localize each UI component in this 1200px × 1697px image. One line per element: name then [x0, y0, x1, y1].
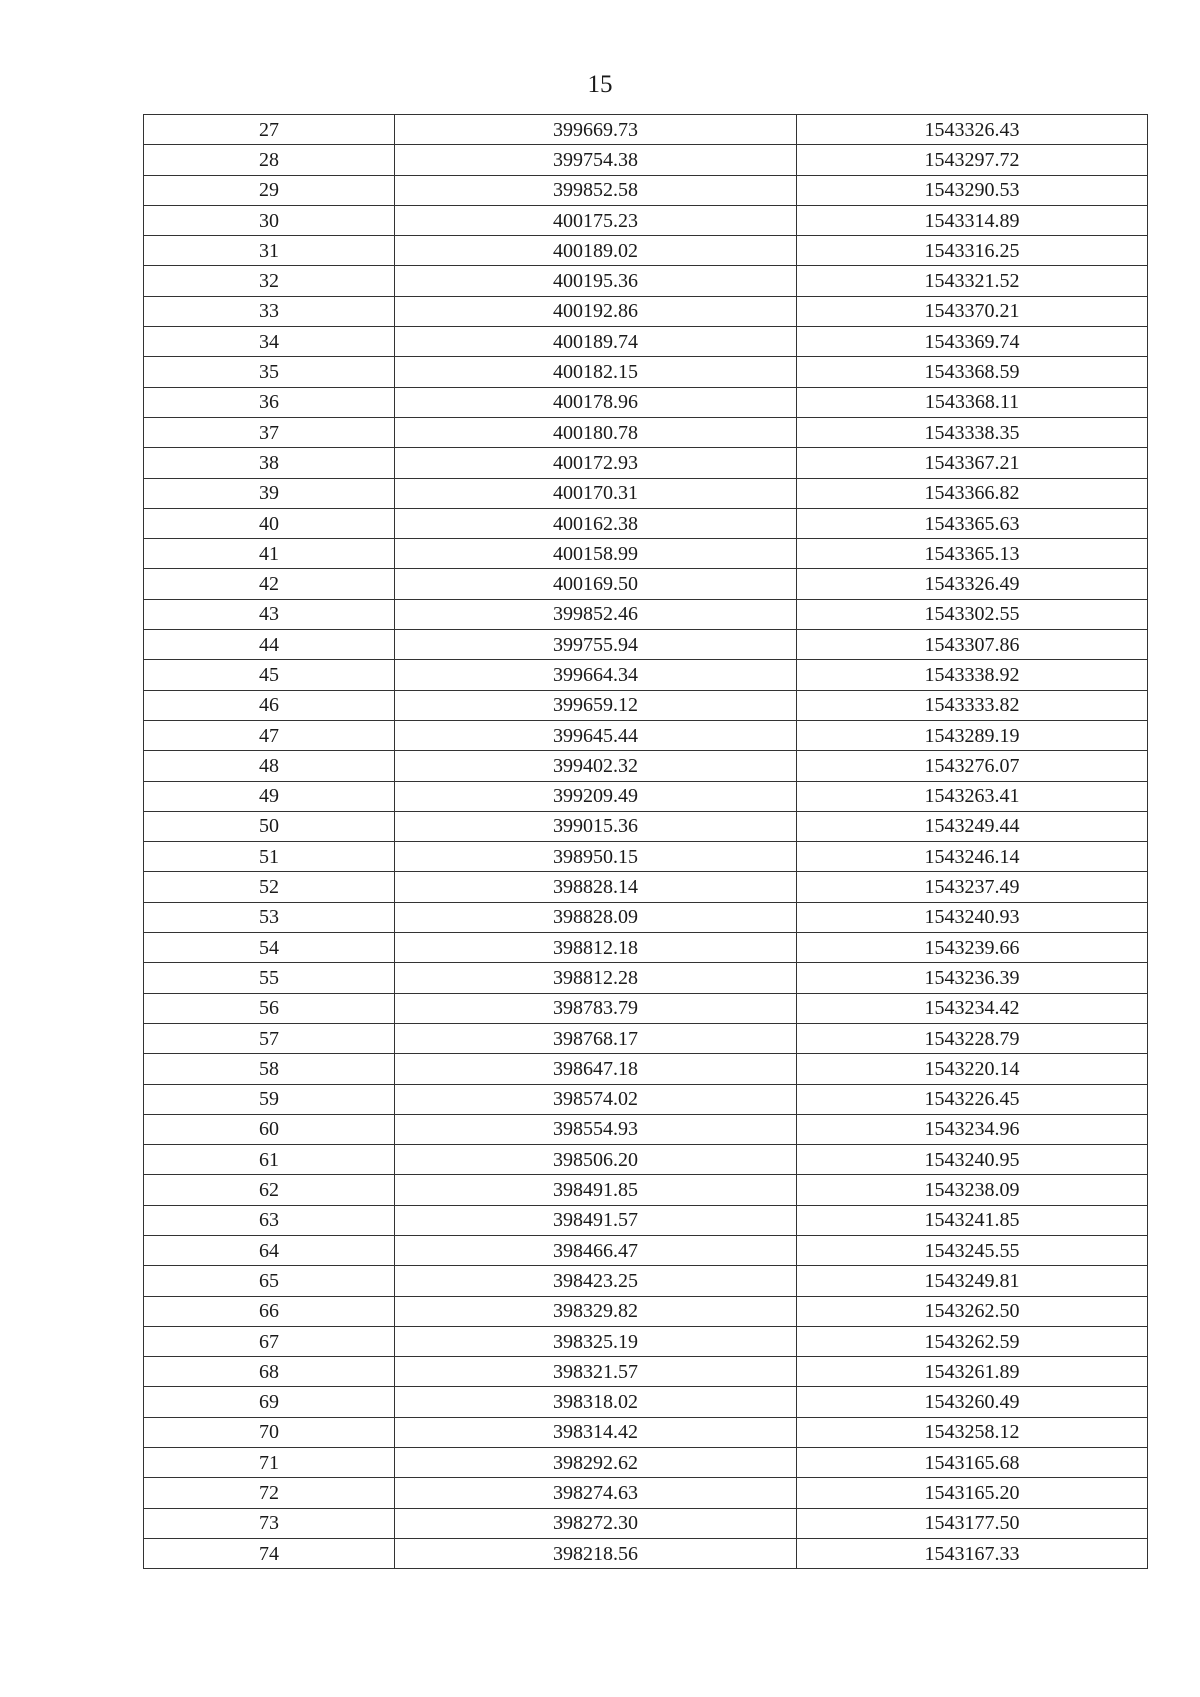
table-row	[144, 1478, 1148, 1508]
x-coordinate-cell: 400162.38	[395, 508, 797, 538]
x-coordinate-cell: 399852.46	[395, 599, 797, 629]
x-coordinate-cell: 398321.57	[395, 1357, 797, 1387]
point-number-cell: 62	[144, 1175, 395, 1205]
y-coordinate-cell: 1543262.59	[797, 1326, 1148, 1356]
table-row	[144, 1235, 1148, 1265]
table-row	[144, 478, 1148, 508]
point-number-cell: 58	[144, 1054, 395, 1084]
table-row	[144, 1508, 1148, 1538]
y-coordinate-cell: 1543263.41	[797, 781, 1148, 811]
y-coordinate-cell: 1543240.93	[797, 902, 1148, 932]
table-row	[144, 175, 1148, 205]
x-coordinate-cell: 400158.99	[395, 539, 797, 569]
y-coordinate-cell: 1543369.74	[797, 327, 1148, 357]
x-coordinate-cell: 398314.42	[395, 1417, 797, 1447]
y-coordinate-cell: 1543241.85	[797, 1205, 1148, 1235]
table-row	[144, 1326, 1148, 1356]
x-coordinate-cell: 398423.25	[395, 1266, 797, 1296]
table-row	[144, 417, 1148, 447]
x-coordinate-cell: 398812.28	[395, 963, 797, 993]
table-row	[144, 751, 1148, 781]
table-row	[144, 1175, 1148, 1205]
x-coordinate-cell: 398828.14	[395, 872, 797, 902]
y-coordinate-cell: 1543314.89	[797, 205, 1148, 235]
y-coordinate-cell: 1543258.12	[797, 1417, 1148, 1447]
y-coordinate-cell: 1543326.43	[797, 115, 1148, 145]
point-number-cell: 45	[144, 660, 395, 690]
table-row	[144, 1357, 1148, 1387]
x-coordinate-cell: 399669.73	[395, 115, 797, 145]
table-row	[144, 781, 1148, 811]
table-row	[144, 1023, 1148, 1053]
y-coordinate-cell: 1543245.55	[797, 1235, 1148, 1265]
y-coordinate-cell: 1543220.14	[797, 1054, 1148, 1084]
x-coordinate-cell: 400195.36	[395, 266, 797, 296]
point-number-cell: 34	[144, 327, 395, 357]
y-coordinate-cell: 1543338.35	[797, 417, 1148, 447]
point-number-cell: 66	[144, 1296, 395, 1326]
y-coordinate-cell: 1543370.21	[797, 296, 1148, 326]
table-row	[144, 569, 1148, 599]
point-number-cell: 57	[144, 1023, 395, 1053]
table-row	[144, 1084, 1148, 1114]
y-coordinate-cell: 1543302.55	[797, 599, 1148, 629]
point-number-cell: 37	[144, 417, 395, 447]
point-number-cell: 74	[144, 1538, 395, 1568]
y-coordinate-cell: 1543365.63	[797, 508, 1148, 538]
y-coordinate-cell: 1543234.96	[797, 1114, 1148, 1144]
point-number-cell: 49	[144, 781, 395, 811]
table-row	[144, 1296, 1148, 1326]
point-number-cell: 48	[144, 751, 395, 781]
table-row	[144, 1387, 1148, 1417]
point-number-cell: 29	[144, 175, 395, 205]
point-number-cell: 44	[144, 630, 395, 660]
x-coordinate-cell: 398574.02	[395, 1084, 797, 1114]
y-coordinate-cell: 1543236.39	[797, 963, 1148, 993]
table-row	[144, 236, 1148, 266]
y-coordinate-cell: 1543289.19	[797, 720, 1148, 750]
table-row	[144, 539, 1148, 569]
table-row	[144, 690, 1148, 720]
table-row	[144, 993, 1148, 1023]
table-row	[144, 1538, 1148, 1568]
table-row	[144, 842, 1148, 872]
y-coordinate-cell: 1543239.66	[797, 933, 1148, 963]
table-row	[144, 448, 1148, 478]
point-number-cell: 61	[144, 1145, 395, 1175]
y-coordinate-cell: 1543228.79	[797, 1023, 1148, 1053]
x-coordinate-cell: 398491.85	[395, 1175, 797, 1205]
y-coordinate-cell: 1543165.20	[797, 1478, 1148, 1508]
y-coordinate-cell: 1543240.95	[797, 1145, 1148, 1175]
point-number-cell: 43	[144, 599, 395, 629]
table-row	[144, 387, 1148, 417]
point-number-cell: 39	[144, 478, 395, 508]
point-number-cell: 32	[144, 266, 395, 296]
coordinate-table	[143, 114, 1148, 1569]
x-coordinate-cell: 399755.94	[395, 630, 797, 660]
x-coordinate-cell: 398292.62	[395, 1448, 797, 1478]
x-coordinate-cell: 398329.82	[395, 1296, 797, 1326]
point-number-cell: 70	[144, 1417, 395, 1447]
y-coordinate-cell: 1543262.50	[797, 1296, 1148, 1326]
x-coordinate-cell: 400192.86	[395, 296, 797, 326]
x-coordinate-cell: 399659.12	[395, 690, 797, 720]
x-coordinate-cell: 400189.02	[395, 236, 797, 266]
y-coordinate-cell: 1543249.81	[797, 1266, 1148, 1296]
point-number-cell: 52	[144, 872, 395, 902]
x-coordinate-cell: 399754.38	[395, 145, 797, 175]
y-coordinate-cell: 1543307.86	[797, 630, 1148, 660]
y-coordinate-cell: 1543326.49	[797, 569, 1148, 599]
y-coordinate-cell: 1543321.52	[797, 266, 1148, 296]
x-coordinate-cell: 398950.15	[395, 842, 797, 872]
point-number-cell: 50	[144, 811, 395, 841]
point-number-cell: 67	[144, 1326, 395, 1356]
table-row	[144, 1266, 1148, 1296]
y-coordinate-cell: 1543246.14	[797, 842, 1148, 872]
x-coordinate-cell: 399402.32	[395, 751, 797, 781]
y-coordinate-cell: 1543237.49	[797, 872, 1148, 902]
table-row	[144, 660, 1148, 690]
point-number-cell: 54	[144, 933, 395, 963]
point-number-cell: 27	[144, 115, 395, 145]
y-coordinate-cell: 1543367.21	[797, 448, 1148, 478]
y-coordinate-cell: 1543238.09	[797, 1175, 1148, 1205]
point-number-cell: 36	[144, 387, 395, 417]
point-number-cell: 31	[144, 236, 395, 266]
y-coordinate-cell: 1543365.13	[797, 539, 1148, 569]
x-coordinate-cell: 399209.49	[395, 781, 797, 811]
y-coordinate-cell: 1543226.45	[797, 1084, 1148, 1114]
table-row	[144, 266, 1148, 296]
table-row	[144, 1448, 1148, 1478]
point-number-cell: 59	[144, 1084, 395, 1114]
x-coordinate-cell: 399852.58	[395, 175, 797, 205]
y-coordinate-cell: 1543249.44	[797, 811, 1148, 841]
point-number-cell: 72	[144, 1478, 395, 1508]
coordinate-table-body	[144, 115, 1148, 1569]
x-coordinate-cell: 398272.30	[395, 1508, 797, 1538]
y-coordinate-cell: 1543368.59	[797, 357, 1148, 387]
x-coordinate-cell: 400189.74	[395, 327, 797, 357]
point-number-cell: 40	[144, 508, 395, 538]
y-coordinate-cell: 1543276.07	[797, 751, 1148, 781]
point-number-cell: 71	[144, 1448, 395, 1478]
x-coordinate-cell: 398828.09	[395, 902, 797, 932]
point-number-cell: 38	[144, 448, 395, 478]
table-row	[144, 963, 1148, 993]
y-coordinate-cell: 1543338.92	[797, 660, 1148, 690]
table-row	[144, 508, 1148, 538]
x-coordinate-cell: 398325.19	[395, 1326, 797, 1356]
point-number-cell: 64	[144, 1235, 395, 1265]
table-row	[144, 720, 1148, 750]
x-coordinate-cell: 399015.36	[395, 811, 797, 841]
x-coordinate-cell: 400175.23	[395, 205, 797, 235]
y-coordinate-cell: 1543260.49	[797, 1387, 1148, 1417]
table-row	[144, 599, 1148, 629]
point-number-cell: 41	[144, 539, 395, 569]
point-number-cell: 69	[144, 1387, 395, 1417]
point-number-cell: 53	[144, 902, 395, 932]
table-row	[144, 1205, 1148, 1235]
x-coordinate-cell: 398783.79	[395, 993, 797, 1023]
x-coordinate-cell: 398647.18	[395, 1054, 797, 1084]
x-coordinate-cell: 398318.02	[395, 1387, 797, 1417]
point-number-cell: 73	[144, 1508, 395, 1538]
x-coordinate-cell: 399645.44	[395, 720, 797, 750]
table-row	[144, 205, 1148, 235]
point-number-cell: 60	[144, 1114, 395, 1144]
point-number-cell: 35	[144, 357, 395, 387]
table-row	[144, 902, 1148, 932]
x-coordinate-cell: 400180.78	[395, 417, 797, 447]
point-number-cell: 33	[144, 296, 395, 326]
y-coordinate-cell: 1543261.89	[797, 1357, 1148, 1387]
table-row	[144, 1054, 1148, 1084]
y-coordinate-cell: 1543366.82	[797, 478, 1148, 508]
x-coordinate-cell: 398506.20	[395, 1145, 797, 1175]
x-coordinate-cell: 398768.17	[395, 1023, 797, 1053]
x-coordinate-cell: 398812.18	[395, 933, 797, 963]
y-coordinate-cell: 1543177.50	[797, 1508, 1148, 1538]
x-coordinate-cell: 398491.57	[395, 1205, 797, 1235]
point-number-cell: 65	[144, 1266, 395, 1296]
table-row	[144, 872, 1148, 902]
table-row	[144, 811, 1148, 841]
x-coordinate-cell: 399664.34	[395, 660, 797, 690]
x-coordinate-cell: 400172.93	[395, 448, 797, 478]
page-number: 15	[587, 71, 613, 98]
table-row	[144, 1145, 1148, 1175]
y-coordinate-cell: 1543167.33	[797, 1538, 1148, 1568]
x-coordinate-cell: 398218.56	[395, 1538, 797, 1568]
table-row	[144, 296, 1148, 326]
y-coordinate-cell: 1543297.72	[797, 145, 1148, 175]
x-coordinate-cell: 400178.96	[395, 387, 797, 417]
point-number-cell: 68	[144, 1357, 395, 1387]
table-row	[144, 1114, 1148, 1144]
x-coordinate-cell: 400182.15	[395, 357, 797, 387]
table-row	[144, 630, 1148, 660]
table-row	[144, 145, 1148, 175]
point-number-cell: 46	[144, 690, 395, 720]
point-number-cell: 42	[144, 569, 395, 599]
table-row	[144, 357, 1148, 387]
table-row	[144, 115, 1148, 145]
x-coordinate-cell: 398466.47	[395, 1235, 797, 1265]
y-coordinate-cell: 1543368.11	[797, 387, 1148, 417]
y-coordinate-cell: 1543165.68	[797, 1448, 1148, 1478]
x-coordinate-cell: 398274.63	[395, 1478, 797, 1508]
point-number-cell: 51	[144, 842, 395, 872]
table-row	[144, 327, 1148, 357]
table-row	[144, 1417, 1148, 1447]
point-number-cell: 28	[144, 145, 395, 175]
y-coordinate-cell: 1543234.42	[797, 993, 1148, 1023]
point-number-cell: 30	[144, 205, 395, 235]
point-number-cell: 47	[144, 720, 395, 750]
y-coordinate-cell: 1543333.82	[797, 690, 1148, 720]
point-number-cell: 56	[144, 993, 395, 1023]
y-coordinate-cell: 1543290.53	[797, 175, 1148, 205]
table-row	[144, 933, 1148, 963]
x-coordinate-cell: 400170.31	[395, 478, 797, 508]
point-number-cell: 55	[144, 963, 395, 993]
point-number-cell: 63	[144, 1205, 395, 1235]
x-coordinate-cell: 400169.50	[395, 569, 797, 599]
x-coordinate-cell: 398554.93	[395, 1114, 797, 1144]
y-coordinate-cell: 1543316.25	[797, 236, 1148, 266]
